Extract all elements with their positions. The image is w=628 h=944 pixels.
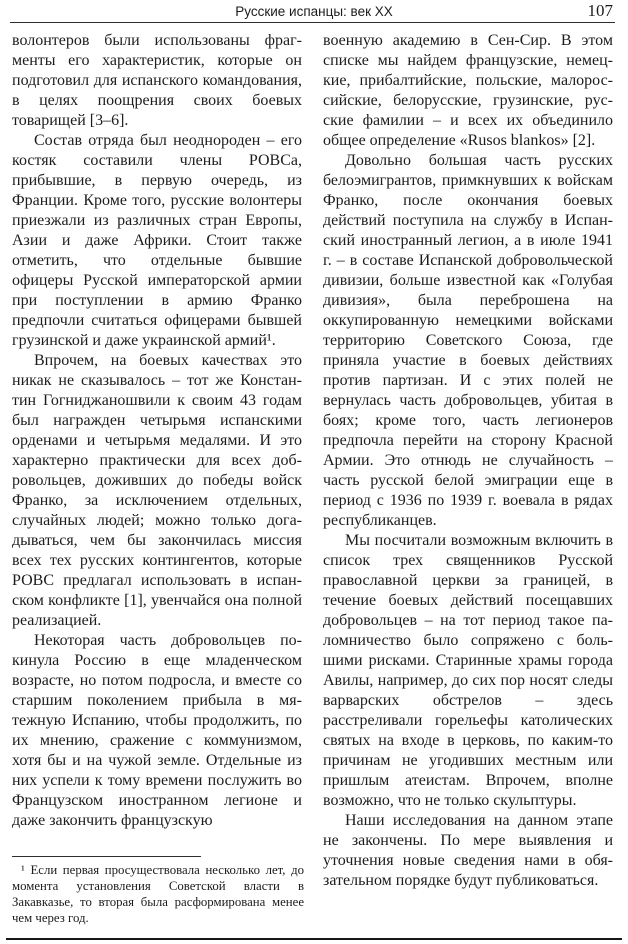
footnote-rule bbox=[12, 856, 201, 857]
column-right bbox=[323, 31, 613, 917]
paragraph: Впрочем, на боевых качествах это никак не сказывалось – тот же Константин Гогниджаношвили к своим 43 годам был награжден четырьмя испанскими орденами и четырьмя медалями. И это характерно практически для всех добровольцев, доживших до победы войск Франко, за исключением отдельных, случайных людей; можно только догадываться, чем бы закончилась миссия всех тех русских контингентов, которые РОВС предлагал использовать в испанском конфликте [1], увенчайся она полной реализацией. bbox=[12, 352, 302, 629]
paragraph: Наши исследования на данном этапе не закончены. По мере выявления и уточнения новые сведения нами в обязательном порядке будут публиковаться. bbox=[323, 812, 613, 889]
paragraph: волонтеров были использованы фрагменты его характеристик, которые он подготовил для испанского командования, в целях поощрения своих боевых товарищей [3–6]. bbox=[12, 32, 302, 129]
paragraph: Довольно большая часть русских белоэмигрантов, примкнувших к войскам Франко, после окончания боевых действий поступила на службу в Испанский иностранный легион, а в июле 1941 г. – в составе Испанской добровольческой дивизии, больше известной как «Голубая дивизия», была переброшена на оккупированную немецкими войсками территорию Советского Союза, где приняла участие в боевых действиях против партизан. И с этих полей не вернулась часть добровольцев, убитая в боях; кроме того, часть легионеров предпочла перейти на сторону Красной Армии. Это отнюдь не случайность – часть русской белой эмиграции еще в период с 1936 по 1939 г. воевала в рядах республиканцев. bbox=[323, 152, 613, 529]
running-title: Русские испанцы: век XX bbox=[235, 4, 393, 19]
column-left bbox=[12, 31, 302, 855]
footnote-text: ¹ Если первая просуществовала несколько лет, до момента установления Советской власти в Закавказье, то вторая была расформирована менее чем через год. bbox=[12, 863, 304, 925]
header-rule bbox=[10, 22, 615, 23]
page-number: 107 bbox=[587, 1, 613, 20]
article-body bbox=[12, 31, 614, 917]
bottom-rule bbox=[6, 938, 622, 940]
footnote-area bbox=[12, 856, 304, 926]
paragraph: военную академию в Сен-Сир. В этом списке мы найдем французские, немецкие, прибалтийские, польские, малороссийские, белорусские, грузинские, русские фамилии – и всех их объединило общее определение «Rusos blankos» [2]. bbox=[323, 32, 613, 149]
paragraph: Состав отряда был неоднороден – его костяк составили члены РОВСа, прибывшие, в первую очередь, из Франции. Кроме того, русские волонтеры приезжали из различных стран Европы, Азии и даже Африки. Стоит также отметить, что отдельные бывшие офицеры Русской императорской армии при поступлении в армию Франко предпочли считаться офицерами бывшей грузинской и даже украинской армий¹. bbox=[12, 132, 302, 349]
paragraph: Некоторая часть добровольцев покинула Россию в еще младенческом возрасте, но потом подросла, и вместе со старшим поколением прибыла в мятежную Испанию, чтобы продолжить, по их мнению, сражение с коммунизмом, хотя бы и на чужой земле. Отдельные из них успели к тому времени послужить во Французском иностранном легионе и даже закончить французскую bbox=[12, 632, 302, 829]
paragraph: Мы посчитали возможным включить в список трех священников Русской православной церкви за границей, в течение боевых действий посещавших добровольцев – на тот период такое паломничество было сопряжено с большими рисками. Старинные храмы города Авилы, например, до сих пор носят следы варварских обстрелов – здесь расстреливали горельефы католических святых на входе в церковь, по каким-то причинам не угодивших местным или пришлым атеистам. Впрочем, вполне возможно, что не только скульптуры. bbox=[323, 532, 613, 809]
